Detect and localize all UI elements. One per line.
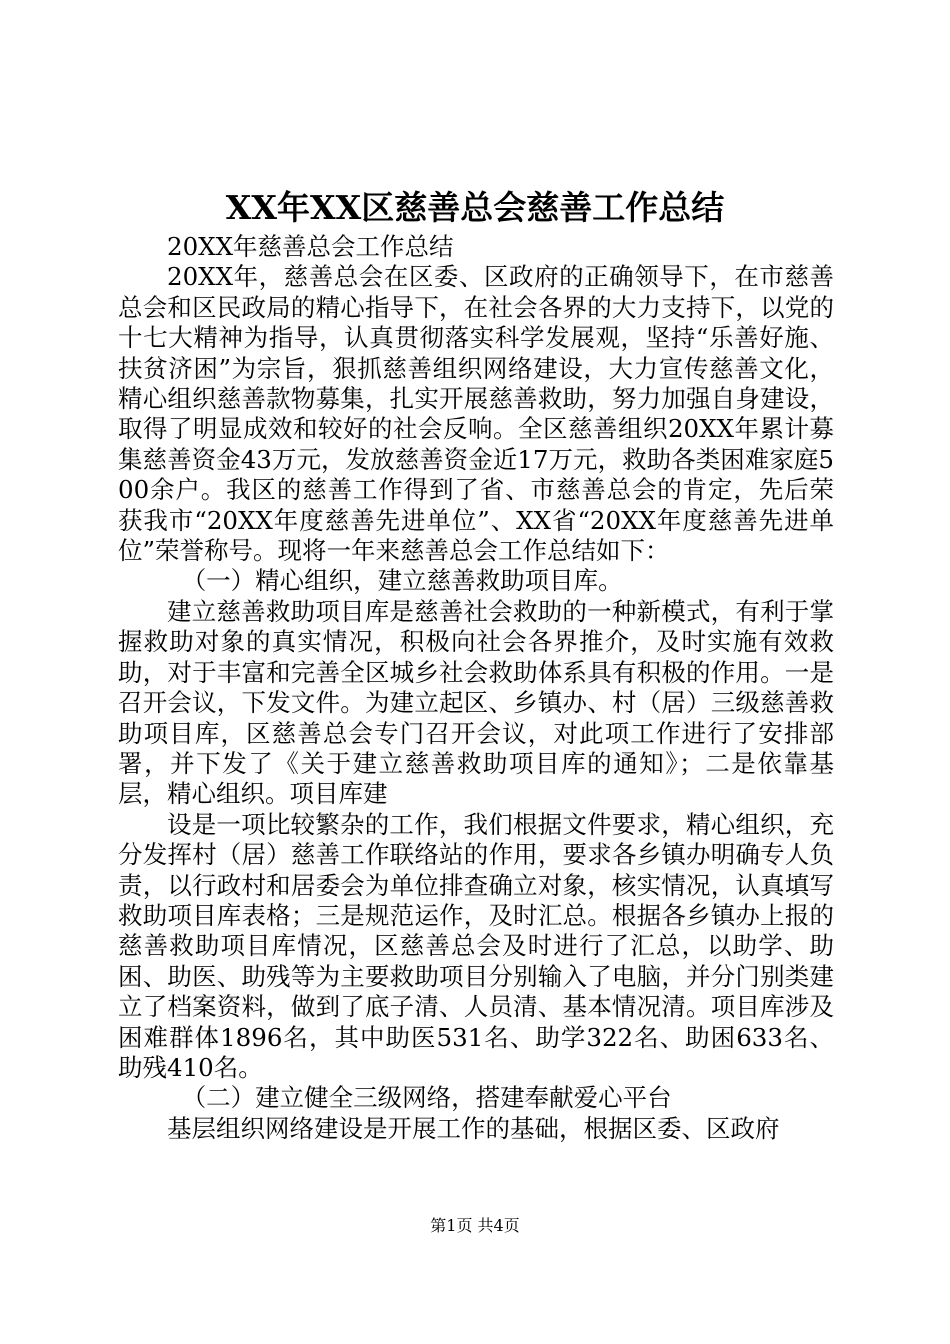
document-title: XX年XX区慈善总会慈善工作总结 [225,188,725,227]
section-heading-1: （一）精心组织，建立慈善救助项目库。 [181,566,623,596]
page-footer: 第1页 共4页 [430,1216,520,1235]
paragraph-intro: 20XX年，慈善总会在区委、区政府的正确领导下，在市慈善总会和区民政局的精心指导下，在社会各界的大力支持下，以党的十七大精神为指导，认真贯彻落实科学发展观，坚持“乐善好施、扶贫济困”为宗旨，狠抓慈善组织网络建设，大力宣传慈善文化，精心组织慈善款物募集，扎实开展慈善救助，努力加强自身建设，取得了明显成效和较好的社会反响。全区慈善组织20XX年累计募集慈善资金43万元，发放慈善资金近17万元，救助各类困难家庭500余户。我区的慈善工作得到了省、市慈善总会的肯定，先后荣获我市“20XX年度慈善先进单位”、XX省“20XX年度慈善先进单位”荣誉称号。现将一年来慈善总会工作总结如下： [118,262,834,566]
paragraph-section-1-a: 建立慈善救助项目库是慈善社会救助的一种新模式，有利于掌握救助对象的真实情况，积极向社会各界推介，及时实施有效救助，对于丰富和完善全区城乡社会救助体系具有积极的作用。一是召开会议，下发文件。为建立起区、乡镇办、村（居）三级慈善救助项目库，区慈善总会专门召开会议，对此项工作进行了安排部署，并下发了《关于建立慈善救助项目库的通知》；二是依靠基层，精心组织。项目库建 [118,596,834,809]
document-body [118,232,834,1144]
paragraph-subtitle: 20XX年慈善总会工作总结 [167,232,454,261]
section-heading-2: （二）建立健全三级网络，搭建奉献爱心平台 [181,1083,672,1113]
paragraph-section-1-b: 设是一项比较繁杂的工作，我们根据文件要求，精心组织，充分发挥村（居）慈善工作联络站的作用，要求各乡镇办明确专人负责，以行政村和居委会为单位排查确立对象，核实情况，认真填写救助项目库表格；三是规范运作，及时汇总。根据各乡镇办上报的慈善救助项目库情况，区慈善总会及时进行了汇总，以助学、助困、助医、助残等为主要救助项目分别输入了电脑，并分门别类建立了档案资料，做到了底子清、人员清、基本情况清。项目库涉及困难群体1896名，其中助医531名、助学322名、助困633名、助残410名。 [118,809,834,1082]
paragraph-section-2-a: 基层组织网络建设是开展工作的基础，根据区委、区政府 [167,1113,780,1143]
